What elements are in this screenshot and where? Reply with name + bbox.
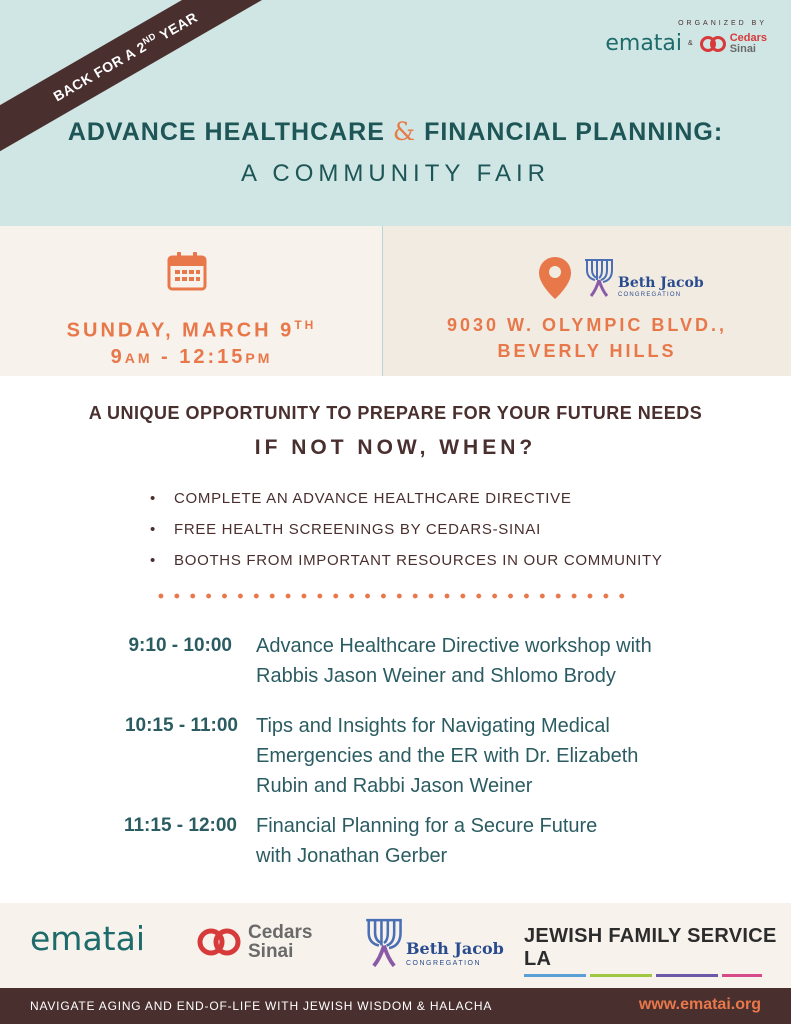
address-line1: 9030 W. OLYMPIC BLVD., bbox=[446, 315, 728, 335]
event-day: SUNDAY, MARCH 9 bbox=[66, 319, 295, 342]
beth-jacob-subname: CONGREGATION bbox=[406, 960, 482, 967]
page-title bbox=[0, 117, 791, 147]
schedule-line: with Jonathan Gerber bbox=[256, 845, 448, 867]
time-dash: - bbox=[152, 345, 180, 368]
page-subtitle: A COMMUNITY FAIR bbox=[241, 160, 550, 187]
opportunity-headline: A UNIQUE OPPORTUNITY TO PREPARE FOR YOUR FUTURE NEEDS bbox=[88, 403, 703, 423]
cedars-sinai-rings-icon bbox=[196, 927, 242, 957]
feature-list bbox=[150, 488, 663, 581]
jfs-bar-pink bbox=[722, 974, 762, 977]
time-start-suffix: AM bbox=[124, 349, 153, 366]
venue-name: Beth Jacob bbox=[618, 275, 704, 291]
schedule-line: Rabbis Jason Weiner and Shlomo Brody bbox=[256, 665, 616, 687]
event-day-sup: TH bbox=[294, 318, 317, 332]
cedars-sinai-rings-icon bbox=[699, 35, 727, 53]
calendar-icon bbox=[166, 250, 208, 292]
footer-tagline: NAVIGATE AGING AND END-OF-LIFE WITH JEWISH WISDOM & HALACHA bbox=[30, 999, 493, 1013]
address-line2: BEVERLY HILLS bbox=[497, 341, 677, 361]
cedars-sinai-wordmark bbox=[730, 33, 767, 55]
cedars-line2: Sinai bbox=[729, 42, 756, 55]
beth-jacob-logo-venue bbox=[582, 256, 704, 300]
jfs-bar-green bbox=[590, 974, 652, 977]
jfs-color-bars bbox=[524, 974, 791, 977]
event-time bbox=[0, 344, 383, 371]
list-item: • FREE HEALTH SCREENINGS BY CEDARS-SINAI bbox=[150, 519, 663, 550]
event-date bbox=[0, 312, 383, 344]
schedule-line: Rubin and Rabbi Jason Weiner bbox=[256, 775, 533, 797]
organizer-logos bbox=[587, 31, 767, 56]
dotted-divider bbox=[153, 592, 633, 600]
schedule-line: Tips and Insights for Navigating Medical bbox=[256, 715, 610, 737]
if-not-now-tagline: IF NOT NOW, WHEN? bbox=[254, 436, 537, 459]
ribbon-text-post: YEAR bbox=[152, 8, 200, 45]
jewish-family-service-logo bbox=[524, 925, 791, 977]
schedule-description bbox=[256, 631, 726, 691]
time-end-suffix: PM bbox=[245, 349, 273, 366]
venue-subname: CONGREGATION bbox=[618, 292, 682, 298]
time-start: 9 bbox=[110, 345, 125, 368]
event-date-time bbox=[0, 312, 383, 371]
footer-bar bbox=[0, 988, 791, 1024]
schedule-line: Emergencies and the ER with Dr. Elizabeth bbox=[256, 745, 639, 767]
jfs-bar-purple bbox=[656, 974, 718, 977]
sponsor-logos-bar bbox=[0, 903, 791, 988]
jfs-bar-blue bbox=[524, 974, 586, 977]
jfs-wordmark: JEWISH FAMILY SERVICE LA bbox=[524, 925, 777, 970]
location-pin-icon bbox=[538, 256, 572, 300]
ribbon-text bbox=[50, 8, 200, 104]
list-item: • BOOTHS FROM IMPORTANT RESOURCES IN OUR COMMUNITY bbox=[150, 550, 663, 581]
menorah-icon bbox=[582, 256, 616, 300]
title-ampersand: & bbox=[392, 117, 417, 146]
schedule-time: 11:15 - 12:00 bbox=[123, 815, 237, 836]
cedars-line1: Cedars bbox=[248, 922, 313, 943]
schedule-description bbox=[256, 811, 726, 871]
cedars-sinai-logo bbox=[196, 923, 312, 961]
organizer-ampersand: & bbox=[688, 40, 693, 47]
time-end: 12:15 bbox=[179, 345, 246, 368]
website-link[interactable]: www.ematai.org bbox=[638, 996, 761, 1013]
ribbon-text-pre: BACK FOR A 2 bbox=[50, 37, 149, 105]
schedule-line: Advance Healthcare Directive workshop with bbox=[256, 635, 652, 657]
ribbon-text-sup: ND bbox=[140, 30, 158, 47]
beth-jacob-name: Beth Jacob bbox=[406, 939, 504, 958]
title-part1: ADVANCE HEALTHCARE bbox=[67, 118, 393, 146]
organizers-block bbox=[587, 20, 767, 56]
ematai-logo: ematai bbox=[30, 919, 146, 958]
schedule-time: 9:10 - 10:00 bbox=[128, 635, 232, 656]
organized-by-label: ORGANIZED BY bbox=[678, 20, 767, 27]
ematai-logo: ematai bbox=[605, 31, 683, 56]
beth-jacob-logo bbox=[362, 915, 504, 971]
menorah-icon bbox=[362, 915, 406, 971]
list-item: • COMPLETE AN ADVANCE HEALTHCARE DIRECTIVE bbox=[150, 488, 663, 519]
header-banner bbox=[0, 0, 791, 226]
cedars-line1: Cedars bbox=[729, 31, 767, 44]
title-part2: FINANCIAL PLANNING: bbox=[416, 118, 724, 146]
schedule-time: 10:15 - 11:00 bbox=[124, 715, 238, 736]
cedars-line2: Sinai bbox=[248, 941, 294, 962]
event-address bbox=[383, 312, 791, 364]
cedars-sinai-logo bbox=[699, 33, 767, 55]
schedule-line: Financial Planning for a Secure Future bbox=[256, 815, 598, 837]
date-panel bbox=[0, 226, 383, 376]
cedars-sinai-wordmark bbox=[248, 923, 312, 961]
schedule-description bbox=[256, 711, 726, 801]
